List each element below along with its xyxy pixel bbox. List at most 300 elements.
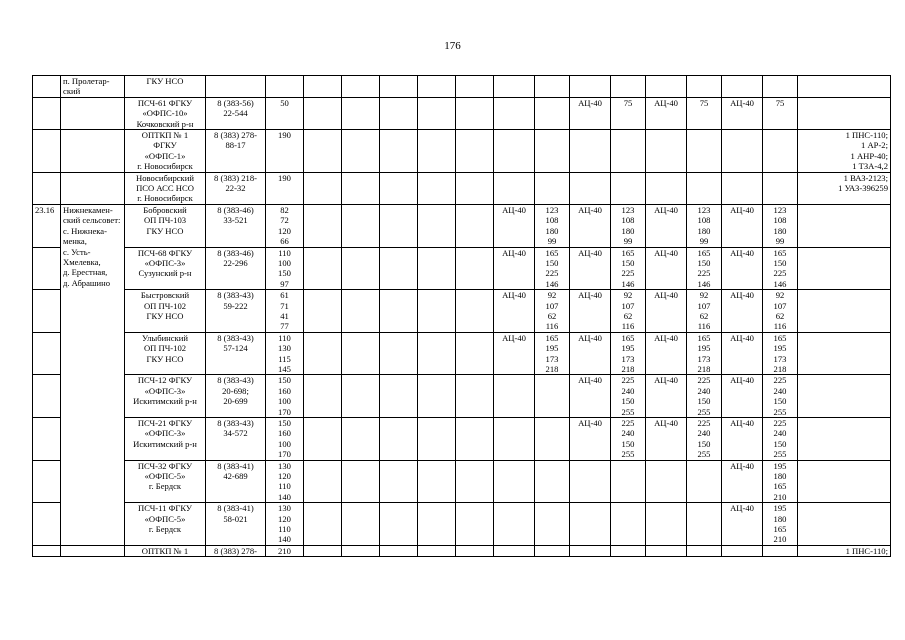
- phone-cell: [206, 545, 266, 556]
- cell-line: 82: [280, 204, 289, 215]
- empty-cell: [342, 375, 380, 418]
- cell-line: 1 ТЗА-4,2: [852, 161, 888, 172]
- cell-line: 150: [773, 438, 787, 449]
- empty-cell: [342, 204, 380, 247]
- vehicle-type-cell: [646, 130, 687, 173]
- cell-line: 225: [621, 375, 635, 386]
- vehicle-type-cell: [646, 76, 687, 98]
- cell-line: 180: [773, 471, 787, 482]
- table-row: [33, 97, 891, 129]
- cell-line: 180: [773, 513, 787, 524]
- cell-line: Бобровский: [143, 204, 187, 215]
- unit-cell: [125, 76, 206, 98]
- cell-line: 50: [280, 97, 289, 108]
- row-number-cell: [33, 418, 61, 461]
- settlement-cell: [61, 204, 125, 545]
- cell-line: 240: [697, 428, 711, 439]
- unit-cell: [125, 418, 206, 461]
- cell-line: 8 (383) 278-: [214, 130, 257, 141]
- vehicle-type-cell: [646, 545, 687, 556]
- equipment-cell: [798, 76, 891, 98]
- phone-cell: [206, 460, 266, 503]
- equipment-cell: [798, 97, 891, 129]
- cell-line: 165: [773, 524, 787, 535]
- cell-line: 100: [278, 438, 291, 449]
- vehicle-type-cell: [722, 290, 763, 333]
- cell-line: 62: [547, 310, 557, 321]
- cell-line: АЦ-40: [654, 204, 678, 215]
- vehicle-type-cell: [722, 332, 763, 375]
- cell-line: 173: [697, 353, 711, 364]
- empty-cell: [342, 76, 380, 98]
- empty-cell: [304, 332, 342, 375]
- cell-line: 1 ПНС-110;: [845, 130, 888, 141]
- equipment-cell: [798, 460, 891, 503]
- empty-cell: [418, 130, 456, 173]
- vehicle-type-cell: [722, 460, 763, 503]
- cell-line: 99: [547, 236, 557, 247]
- empty-cell: [304, 76, 342, 98]
- cell-line: 107: [545, 300, 559, 311]
- vehicle-type-cell: [722, 130, 763, 173]
- cell-line: 165: [697, 247, 711, 258]
- empty-cell: [380, 332, 418, 375]
- distance-cell: [266, 97, 304, 129]
- vehicle-value-cell: [535, 97, 570, 129]
- cell-line: 8 (383-41): [217, 460, 254, 471]
- cell-line: АЦ-40: [730, 204, 754, 215]
- cell-line: 150: [278, 418, 291, 428]
- cell-line: 100: [278, 396, 291, 407]
- cell-line: 123: [697, 204, 711, 215]
- empty-cell: [418, 332, 456, 375]
- distance-cell: [266, 290, 304, 333]
- vehicle-value-cell: [687, 545, 722, 556]
- cell-line: ский сельсовет:: [63, 215, 121, 226]
- cell-line: 195: [545, 343, 559, 354]
- cell-line: г. Новосибирск: [137, 193, 193, 204]
- cell-line: 115: [278, 353, 291, 364]
- vehicle-value-cell: [611, 418, 646, 461]
- cell-line: д. Ерестная,: [63, 267, 108, 278]
- vehicle-type-cell: [494, 460, 535, 503]
- empty-cell: [380, 76, 418, 98]
- cell-line: 180: [697, 225, 711, 236]
- empty-cell: [380, 460, 418, 503]
- vehicle-value-cell: [763, 332, 798, 375]
- vehicle-value-cell: [687, 375, 722, 418]
- empty-cell: [304, 418, 342, 461]
- cell-line: 225: [697, 375, 711, 386]
- row-number-cell: [33, 247, 61, 290]
- empty-cell: [304, 375, 342, 418]
- vehicle-type-cell: [570, 76, 611, 98]
- cell-line: 58-021: [223, 513, 248, 524]
- cell-line: 150: [278, 268, 291, 279]
- vehicle-type-cell: [722, 204, 763, 247]
- cell-line: 255: [773, 406, 787, 417]
- cell-line: 1 АНР-40;: [850, 150, 888, 161]
- vehicle-value-cell: [611, 375, 646, 418]
- empty-cell: [342, 290, 380, 333]
- cell-line: 225: [697, 268, 711, 279]
- settlement-cell: [61, 76, 125, 98]
- vehicle-type-cell: [570, 418, 611, 461]
- vehicle-type-cell: [494, 204, 535, 247]
- cell-line: 8 (383-46): [217, 247, 254, 258]
- vehicle-value-cell: [687, 172, 722, 204]
- phone-cell: [206, 503, 266, 546]
- cell-line: 8 (383-43): [217, 375, 254, 386]
- vehicle-type-cell: [646, 418, 687, 461]
- cell-line: 22-32: [225, 183, 246, 194]
- cell-line: 140: [278, 491, 291, 502]
- empty-cell: [380, 204, 418, 247]
- vehicle-value-cell: [763, 247, 798, 290]
- distance-cell: [266, 76, 304, 98]
- cell-line: 165: [621, 247, 635, 258]
- table-row: [33, 503, 891, 546]
- vehicle-value-cell: [611, 204, 646, 247]
- table-row: [33, 375, 891, 418]
- vehicle-type-cell: [646, 332, 687, 375]
- cell-line: Нижнекамен-: [63, 204, 113, 215]
- vehicle-value-cell: [535, 130, 570, 173]
- vehicle-type-cell: [722, 503, 763, 546]
- cell-line: 240: [697, 385, 711, 396]
- cell-line: 123: [621, 204, 635, 215]
- empty-cell: [380, 290, 418, 333]
- vehicle-type-cell: [570, 204, 611, 247]
- cell-line: 8 (383) 218-: [214, 172, 257, 183]
- empty-cell: [380, 97, 418, 129]
- cell-line: АЦ-40: [730, 375, 754, 386]
- cell-line: АЦ-40: [578, 290, 602, 301]
- cell-line: Улыбинский: [142, 332, 188, 343]
- vehicle-value-cell: [763, 290, 798, 333]
- cell-line: 22-544: [223, 108, 248, 119]
- cell-line: 255: [621, 406, 635, 417]
- cell-line: Новосибирский: [136, 172, 194, 183]
- cell-line: 150: [773, 396, 787, 407]
- settlement-cell: [61, 130, 125, 173]
- empty-cell: [418, 460, 456, 503]
- cell-line: 146: [773, 278, 787, 289]
- empty-cell: [304, 172, 342, 204]
- vehicle-value-cell: [687, 130, 722, 173]
- cell-line: 150: [545, 257, 559, 268]
- phone-cell: [206, 172, 266, 204]
- vehicle-type-cell: [722, 247, 763, 290]
- cell-line: ГКУ НСО: [146, 76, 184, 86]
- row-number-cell: [33, 545, 61, 556]
- unit-cell: [125, 460, 206, 503]
- empty-cell: [342, 503, 380, 546]
- row-number-cell: [33, 460, 61, 503]
- cell-line: 8 (383-43): [217, 290, 254, 301]
- cell-line: Искитимский р-н: [133, 396, 197, 407]
- cell-line: ПСЧ-32 ФГКУ: [137, 460, 193, 471]
- vehicle-value-cell: [687, 204, 722, 247]
- empty-cell: [418, 503, 456, 546]
- cell-line: ОП ПЧ-103: [143, 215, 187, 226]
- cell-line: 23.16: [35, 204, 55, 215]
- empty-cell: [304, 545, 342, 556]
- cell-line: Хмелевка,: [63, 256, 101, 267]
- vehicle-type-cell: [646, 204, 687, 247]
- empty-cell: [456, 130, 494, 173]
- table-row: [33, 76, 891, 98]
- empty-cell: [342, 97, 380, 129]
- vehicle-type-cell: [646, 97, 687, 129]
- table-row: [33, 247, 891, 290]
- cell-line: 170: [278, 449, 291, 460]
- cell-line: д. Абрашино: [63, 277, 111, 288]
- distance-cell: [266, 332, 304, 375]
- cell-line: ский: [63, 86, 81, 97]
- cell-line: 59-222: [223, 300, 248, 311]
- vehicle-value-cell: [763, 375, 798, 418]
- empty-cell: [304, 290, 342, 333]
- cell-line: 99: [699, 236, 709, 247]
- vehicle-type-cell: [570, 247, 611, 290]
- cell-line: 1 ПНС-110;: [845, 545, 888, 556]
- cell-line: 255: [697, 449, 711, 460]
- cell-line: п. Пролетар-: [63, 76, 110, 86]
- cell-line: с. Нижнека-: [63, 225, 107, 236]
- empty-cell: [304, 130, 342, 173]
- vehicle-value-cell: [535, 204, 570, 247]
- unit-cell: [125, 130, 206, 173]
- vehicle-value-cell: [763, 97, 798, 129]
- cell-line: АЦ-40: [730, 247, 754, 258]
- cell-line: 225: [621, 268, 635, 279]
- vehicle-value-cell: [611, 460, 646, 503]
- vehicle-value-cell: [611, 247, 646, 290]
- distance-cell: [266, 130, 304, 173]
- cell-line: 120: [278, 471, 291, 482]
- cell-line: 75: [623, 97, 633, 108]
- cell-line: 116: [621, 321, 635, 332]
- vehicle-type-cell: [494, 76, 535, 98]
- cell-line: 108: [773, 215, 787, 226]
- row-number-cell: [33, 172, 61, 204]
- cell-line: 240: [621, 428, 635, 439]
- row-number-cell: [33, 332, 61, 375]
- vehicle-value-cell: [763, 204, 798, 247]
- cell-line: ГКУ НСО: [146, 310, 184, 321]
- vehicle-value-cell: [687, 503, 722, 546]
- vehicle-value-cell: [611, 545, 646, 556]
- table-row: [33, 130, 891, 173]
- cell-line: 173: [545, 353, 559, 364]
- empty-cell: [380, 375, 418, 418]
- cell-line: 72: [280, 215, 289, 226]
- cell-line: АЦ-40: [730, 418, 754, 428]
- vehicle-value-cell: [763, 172, 798, 204]
- cell-line: 240: [621, 385, 635, 396]
- vehicle-value-cell: [611, 503, 646, 546]
- equipment-cell: [798, 503, 891, 546]
- vehicle-value-cell: [535, 332, 570, 375]
- empty-cell: [418, 545, 456, 556]
- empty-cell: [380, 172, 418, 204]
- vehicle-type-cell: [494, 130, 535, 173]
- empty-cell: [456, 545, 494, 556]
- settlement-cell: [61, 545, 125, 556]
- cell-line: ОПТКП № 1: [141, 545, 189, 556]
- cell-line: 1 ВАЗ-2123;: [843, 172, 888, 183]
- row-number-cell: [33, 503, 61, 546]
- cell-line: 116: [697, 321, 711, 332]
- cell-line: ПСЧ-61 ФГКУ: [137, 97, 193, 108]
- vehicle-value-cell: [687, 247, 722, 290]
- cell-line: г. Новосибирск: [137, 161, 193, 172]
- cell-line: 140: [278, 534, 291, 545]
- row-number-cell: [33, 76, 61, 98]
- empty-cell: [304, 204, 342, 247]
- distance-cell: [266, 247, 304, 290]
- empty-cell: [418, 172, 456, 204]
- cell-line: ПСЧ-68 ФГКУ: [137, 247, 193, 258]
- cell-line: ГКУ НСО: [146, 225, 184, 236]
- cell-line: 150: [697, 257, 711, 268]
- row-number-cell: [33, 375, 61, 418]
- cell-line: 195: [773, 460, 787, 471]
- phone-cell: [206, 130, 266, 173]
- cell-line: 108: [545, 215, 559, 226]
- empty-cell: [456, 375, 494, 418]
- cell-line: АЦ-40: [730, 460, 754, 471]
- cell-line: «ОФПС-3»: [144, 385, 186, 396]
- vehicle-value-cell: [535, 460, 570, 503]
- cell-line: «ОФПС-10»: [142, 108, 188, 119]
- cell-line: АЦ-40: [502, 332, 526, 343]
- empty-cell: [342, 130, 380, 173]
- empty-cell: [342, 332, 380, 375]
- cell-line: «ОФПС-5»: [144, 471, 186, 482]
- table-row: [33, 545, 891, 556]
- empty-cell: [342, 418, 380, 461]
- vehicle-value-cell: [535, 503, 570, 546]
- empty-cell: [380, 247, 418, 290]
- unit-cell: [125, 290, 206, 333]
- table-row: [33, 172, 891, 204]
- cell-line: АЦ-40: [502, 290, 526, 301]
- empty-cell: [418, 97, 456, 129]
- vehicle-type-cell: [570, 375, 611, 418]
- vehicle-value-cell: [535, 172, 570, 204]
- cell-line: 120: [278, 513, 291, 524]
- cell-line: 62: [623, 310, 633, 321]
- cell-line: 99: [775, 236, 785, 247]
- vehicle-value-cell: [687, 418, 722, 461]
- unit-cell: [125, 375, 206, 418]
- cell-line: 92: [775, 290, 785, 301]
- empty-cell: [304, 97, 342, 129]
- cell-line: 165: [545, 332, 559, 343]
- cell-line: 107: [621, 300, 635, 311]
- phone-cell: [206, 76, 266, 98]
- vehicle-type-cell: [646, 172, 687, 204]
- cell-line: 92: [699, 290, 709, 301]
- cell-line: 99: [623, 236, 633, 247]
- vehicle-type-cell: [494, 332, 535, 375]
- cell-line: ОП ПЧ-102: [143, 300, 187, 311]
- cell-line: Искитимский р-н: [133, 438, 197, 449]
- cell-line: 130: [278, 460, 291, 471]
- empty-cell: [418, 76, 456, 98]
- unit-cell: [125, 332, 206, 375]
- vehicle-value-cell: [611, 290, 646, 333]
- vehicle-type-cell: [494, 503, 535, 546]
- vehicle-value-cell: [611, 172, 646, 204]
- vehicle-value-cell: [687, 460, 722, 503]
- cell-line: 210: [773, 491, 787, 502]
- cell-line: Сузунский р-н: [138, 268, 192, 279]
- empty-cell: [418, 418, 456, 461]
- cell-line: «ОФПС-1»: [144, 150, 186, 161]
- unit-cell: [125, 97, 206, 129]
- cell-line: 41: [280, 310, 289, 321]
- vehicle-value-cell: [535, 545, 570, 556]
- cell-line: 110: [278, 332, 291, 343]
- table-row: [33, 418, 891, 461]
- distance-cell: [266, 375, 304, 418]
- cell-line: 34-572: [223, 428, 248, 439]
- empty-cell: [456, 172, 494, 204]
- empty-cell: [304, 503, 342, 546]
- empty-cell: [342, 172, 380, 204]
- equipment-cell: [798, 418, 891, 461]
- table-row: [33, 204, 891, 247]
- cell-line: 8 (383) 278-: [214, 545, 257, 556]
- cell-line: 180: [621, 225, 635, 236]
- vehicle-type-cell: [646, 247, 687, 290]
- cell-line: 173: [773, 353, 787, 364]
- row-number-cell: [33, 290, 61, 333]
- cell-line: 195: [773, 503, 787, 514]
- cell-line: 150: [278, 375, 291, 386]
- vehicle-value-cell: [611, 76, 646, 98]
- cell-line: 165: [773, 481, 787, 492]
- vehicle-type-cell: [646, 290, 687, 333]
- cell-line: 165: [621, 332, 635, 343]
- cell-line: 130: [278, 343, 291, 354]
- vehicle-value-cell: [611, 130, 646, 173]
- phone-cell: [206, 290, 266, 333]
- settlement-cell: [61, 97, 125, 129]
- cell-line: 108: [697, 215, 711, 226]
- unit-cell: [125, 247, 206, 290]
- cell-line: Быстровский: [140, 290, 190, 301]
- cell-line: 8 (383-43): [217, 418, 254, 428]
- empty-cell: [380, 503, 418, 546]
- empty-cell: [456, 503, 494, 546]
- vehicle-type-cell: [570, 290, 611, 333]
- cell-line: 150: [621, 396, 635, 407]
- cell-line: 195: [697, 343, 711, 354]
- empty-cell: [418, 247, 456, 290]
- vehicle-value-cell: [763, 418, 798, 461]
- vehicle-value-cell: [687, 97, 722, 129]
- vehicle-type-cell: [646, 503, 687, 546]
- vehicle-type-cell: [570, 130, 611, 173]
- vehicle-type-cell: [494, 290, 535, 333]
- equipment-cell: [798, 290, 891, 333]
- cell-line: 57-124: [223, 343, 248, 354]
- cell-line: 116: [545, 321, 559, 332]
